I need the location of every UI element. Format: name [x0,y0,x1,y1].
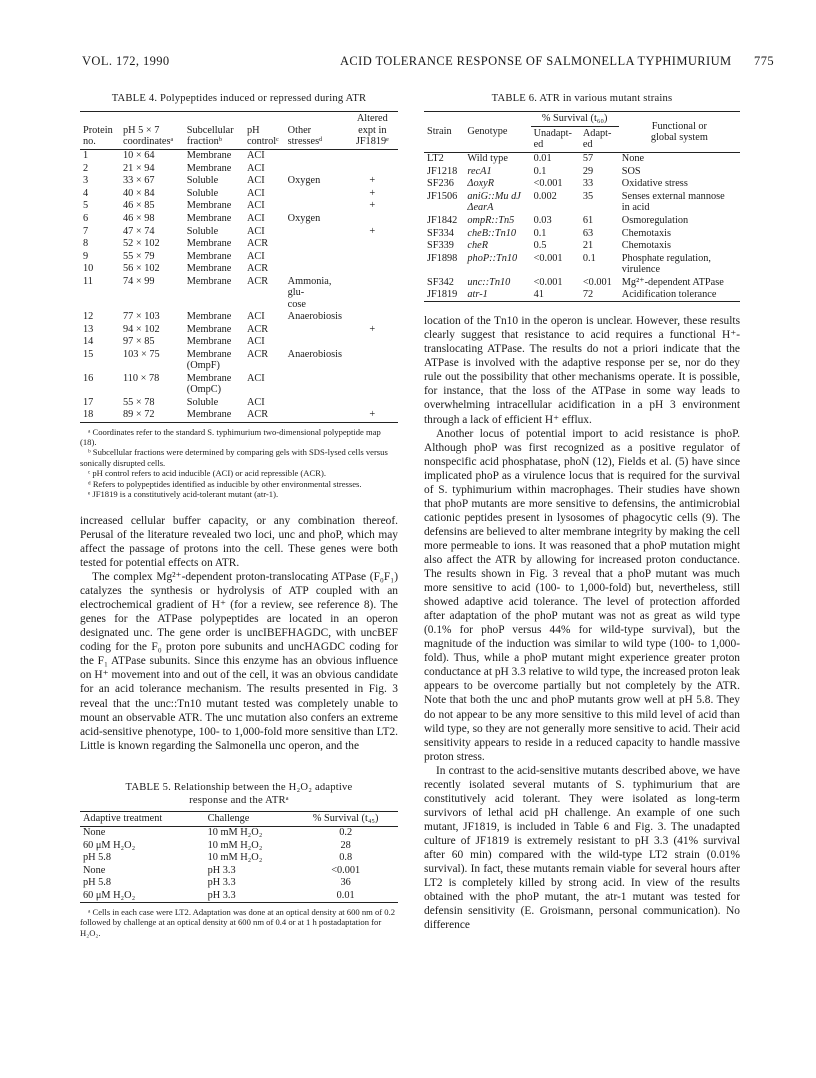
t4-cell: 10 × 64 [123,150,155,162]
t4-cell: ACI [246,250,265,262]
t4-cell [347,238,398,251]
t5-cell: 60 μM H₂O₂ [83,889,136,901]
t4-cell [285,187,347,200]
table-row [80,877,398,890]
t6-cell: 57 [582,153,594,165]
t6-cell: JF1506 [427,190,458,202]
table-row [80,311,398,324]
t4-cell: Oxygen [287,212,321,224]
left-body-text [80,514,398,753]
t4-cell: ACR [246,238,269,250]
t6-cell: JF1842 [427,214,458,226]
t4-cell [285,225,347,238]
t4-cell [285,409,347,422]
t4-cell: 89 × 72 [123,409,155,421]
t4-cell: Soluble [186,187,219,199]
t4-cell [347,348,398,372]
t4-cell [285,396,347,409]
t6-cell: 21 [582,240,594,252]
t4-cell: Membrane [186,263,232,275]
t4-cell: 18 [83,409,94,421]
t4-cell [347,149,398,162]
t4-cell: 7 [83,225,89,237]
t4-cell [285,238,347,251]
t4-header-3: pH controlᶜ [246,124,279,148]
t6-cell: ΔoxyR [467,178,495,190]
table4-caption: TABLE 4. Polypeptides induced or repressed during ATR [111,93,367,104]
table6 [424,111,740,302]
t4-cell [347,275,398,311]
t4-cell: 17 [83,396,94,408]
t6-head-strain: Strain [427,126,452,138]
t4-cell [347,250,398,263]
t4-header-1: pH 5 × 7 coordinatesᵃ [123,124,174,148]
t6-cell: LT2 [427,153,444,165]
table-row [80,212,398,225]
t4-cell: 94 × 102 [123,323,160,335]
t4-cell: ACI [246,200,265,212]
t4-cell: 11 [83,275,93,287]
t6-cell: unc::Tn10 [467,276,511,288]
t6-cell: SF236 [427,178,454,190]
t4-cell: 103 × 75 [123,348,160,360]
t4-cell [285,149,347,162]
table5-footnote [80,907,398,938]
journal-volume: VOL. 172, 1990 [82,54,170,68]
t4-cell: 77 × 103 [123,311,160,323]
table-row [80,250,398,263]
t4-cell: ACR [246,323,269,335]
t4-cell: 46 × 85 [123,200,155,212]
t6-cell: cheR [467,240,488,252]
t5-cell: 10 mM H₂O₂ [207,852,263,864]
t6-cell: <0.001 [582,276,612,288]
paragraph: In contrast to the acid-sensitive mutants described above, we have recently isolated several mutants of S. typhimurium that are constitutively acid tolerant. They were isolated as long-term survivors of lethal acid pH challenge. An example of one such mutant, JF1819, is included in Table 6 and Fig. 3. The unadapted culture of JF1819 is extremely resistant to pH 3.3 (41% survival after 60 min) compared with the wild-type LT2 strain (0.01% survival). In fact, these mutants remain viable for several hours after LT2 is completely killed by strong acid. In view of the results obtained with the phoP mutant, the atr-1 mutant was tested for defensin sensitivity (E. Groismann, personal communication). No difference [424,764,740,932]
t6-cell: Senses external mannose in acid [621,190,725,214]
table-row [80,225,398,238]
t6-cell: 0.002 [533,190,557,202]
table-row [80,826,398,839]
t4-cell: 13 [83,323,94,335]
table-row [80,336,398,349]
t4-cell [347,336,398,349]
t4-cell: Membrane [186,212,232,224]
t5-cell: pH 3.3 [207,864,236,876]
t4-cell: 12 [83,311,94,323]
t6-cell: 61 [582,214,594,226]
table-row [424,240,740,253]
t5-cell: 60 μM H₂O₂ [83,839,136,851]
t5-cell: <0.001 [331,864,361,876]
t4-cell: Membrane [186,150,232,162]
t4-cell: Membrane [186,311,232,323]
table4 [80,111,398,422]
t4-cell [285,162,347,175]
table-row [80,852,398,865]
table4-footnotes [80,427,398,500]
t6-cell: 63 [582,227,594,239]
table-row [424,252,740,276]
t4-cell: 21 × 94 [123,162,155,174]
t4-cell: 3 [83,175,89,187]
t4-cell: Membrane [186,238,232,250]
t6-cell: aniG::Mu dJ ΔearA [467,190,521,214]
t6-cell: Osmoregulation [621,214,689,226]
t4-cell: 1 [83,150,89,162]
t6-cell: JF1898 [427,252,458,264]
t4-cell: Soluble [186,175,219,187]
t6-cell: JF1218 [427,165,458,177]
table-row [80,323,398,336]
t6-head-genotype: Genotype [467,126,508,138]
t4-cell: Membrane [186,200,232,212]
t4-cell [347,212,398,225]
t4-cell: ACR [246,263,269,275]
table5-block [80,781,398,939]
t4-cell: 46 × 98 [123,212,155,224]
t4-cell [347,263,398,276]
t4-cell: Membrane [186,336,232,348]
right-column [424,92,740,932]
t6-cell: SOS [621,165,641,177]
t4-cell: 110 × 78 [123,372,160,384]
t6-head-function: Functional or global system [650,120,708,144]
t6-cell: Phosphate regulation, virulence [621,252,711,276]
t5-header-0: Adaptive treatment [83,813,163,825]
running-header [82,54,774,74]
table5-caption-line2: response and the ATRᵃ [189,794,289,806]
t4-cell: 5 [83,200,89,212]
t5-cell: None [83,864,106,876]
t4-cell: ACI [246,162,265,174]
t4-header-2: Subcellular fractionᵇ [186,124,234,148]
t4-cell: Soluble [186,225,219,237]
table-row [424,289,740,302]
page-number: 775 [754,54,774,68]
t4-cell: 16 [83,372,94,384]
t4-cell [285,323,347,336]
paragraph: The complex Mg²⁺-dependent proton-translocating ATPase (F₀F₁) catalyzes the synthesis or hydrolysis of ATP coupled with an electrochemical gradient of H⁺ (for a review, see reference 8). The genes for the ATPase polypeptides are located in an operon designated unc. The gene order is uncIBEFHAGDC, with uncBEF coding for the F₀ proton pore subunits and uncHAGDC coding for the F₁ ATPase subunits. Since this enzyme has an obvious influence on H⁺ movement into and out of the cell, it was an obvious candidate for an acid tolerance mechanism. The results presented in Fig. 3 reveal that the unc::Tn10 mutant tested was completely unable to mount an observable ATR. The unc mutation also confers an extreme acid-sensitive phenotype, 100- to 1,000-fold more sensitive than LT2. Little is known regarding the Salmonella unc operon, and the [80,571,398,752]
t6-cell: <0.001 [533,252,563,264]
t4-cell: ACR [246,409,269,421]
t4-cell: 10 [83,263,94,275]
t6-cell: Mg²⁺-dependent ATPase [621,276,724,288]
t4-cell: ACR [246,275,269,287]
t4-cell [285,200,347,213]
t4-cell: 14 [83,336,94,348]
table-row [424,227,740,240]
table-row [424,276,740,289]
t6-cell: Chemotaxis [621,240,671,252]
t4-cell: 56 × 102 [123,263,160,275]
t4-cell [285,250,347,263]
t4-cell: Soluble [186,396,219,408]
t4-cell: 55 × 79 [123,250,155,262]
t6-cell: Chemotaxis [621,227,671,239]
t6-cell: <0.001 [533,178,563,190]
table-row [424,190,740,214]
t6-cell: recA1 [467,165,492,177]
t6-cell: Acidification tolerance [621,289,717,301]
table5-footnote-text: ᵃ Cells in each case were LT2. Adaptation was done at an optical density at 600 nm of 0.2 followed by challenge at an optical density at 600 nm of 0.4 or at 1 h postadaptation for H₂O₂. [80,906,396,938]
t6-cell: SF334 [427,227,454,239]
t4-cell: + [369,323,376,335]
t6-cell: 0.1 [582,252,596,264]
t4-cell: ACI [246,396,265,408]
t4-header-0: Protein no. [83,124,113,148]
t6-cell: 29 [582,165,594,177]
t4-footnote: ᶜ pH control refers to acid inducible (ACI) or acid repressible (ACR). [88,468,326,479]
t4-cell [347,396,398,409]
table-row [80,372,398,396]
t4-cell [285,263,347,276]
t4-cell: ACI [246,187,265,199]
t6-cell: ompR::Tn5 [467,214,515,226]
table-row [80,149,398,162]
table-row [424,178,740,191]
t4-cell: Membrane [186,323,232,335]
t4-cell: 47 × 74 [123,225,155,237]
t4-cell: ACI [246,175,265,187]
t6-cell: 72 [582,289,594,301]
t4-cell: 33 × 67 [123,175,155,187]
t4-cell: 9 [83,250,89,262]
table-row [80,162,398,175]
t4-cell: Anaerobiosis [287,311,342,323]
t4-cell: Membrane (OmpF) [186,348,232,372]
table5-caption [80,781,398,807]
table-row [80,238,398,251]
t4-cell [285,372,347,396]
t4-cell [347,311,398,324]
t4-cell: ACR [246,348,269,360]
t5-cell: pH 5.8 [83,852,112,864]
t6-cell: phoP::Tn10 [467,252,518,264]
t6-head-survival: % Survival (t₆₀) [531,112,619,127]
right-body-text [424,314,740,932]
t4-cell: 52 × 102 [123,238,160,250]
paragraph: Another locus of potential import to acid resistance is phoP. Although phoP was first recognized as a positive regulator of nonspecific acid phosphatase, phoN (12), Fields et al. (5) have since implicated phoP as a virulence locus that is required for the survival of S. typhimurium within macrophages. Their studies have shown that phoP mutants are more sensitive to defensins, the antimicrobial cationic peptides present in lysosomes of phagocytic cells (9). The defensins are believed to alter membrane integrity by making the cell more permeable to ions. It was reasoned that a phoP mutation might also affect the ATR by allowing for increased proton conductance. The results shown in Fig. 3 reveal that a phoP mutant was much more sensitive to acid (100- to 1,000-fold) but, nevertheless, still showed adaptive acid tolerance. The level of protection afforded after adaptation of the phoP mutant was not as great as wild type (0.1% for phoP versus 44% for wild-type survival), but the magnitude of the induction was similar to wild type (100- to 1,000-fold). Thus, while a phoP mutant might experience greater proton conductance at pH 3.3 relative to wild type, the increased proton leak appears to be overcome partially but not completely by the ATR. Note that both the unc and phoP mutants grow well at pH 5.8. They do not appear to be any more sensitive to this mild level of acid than wild type, so they are not generally more sensitive to acid. Their acid sensitivity appears to reside in a reduced capacity to handle massive proton stress. [424,427,740,763]
t4-cell: 6 [83,212,89,224]
t4-footnote: ᵇ Subcellular fractions were determined by comparing gels with SDS-lysed cells versus sonically disrupted cells. [80,447,388,468]
t4-cell [347,372,398,396]
t4-footnote: ᵃ Coordinates refer to the standard S. typhimurium two-dimensional polypeptide map (18). [80,426,381,447]
t6-cell: atr-1 [467,289,488,301]
table-row [80,175,398,188]
t6-cell: 33 [582,178,594,190]
table-row [80,889,398,902]
table-row [80,200,398,213]
t6-cell: 0.5 [533,240,547,252]
table-row [424,214,740,227]
table6-caption: TABLE 6. ATR in various mutant strains [491,93,673,104]
t6-cell: cheB::Tn10 [467,227,517,239]
t4-cell: 15 [83,348,94,360]
table-row [80,187,398,200]
t4-cell: 4 [83,187,89,199]
t4-cell: Oxygen [287,175,321,187]
t5-cell: 10 mM H₂O₂ [207,839,263,851]
t6-cell: 35 [582,190,594,202]
t5-cell: pH 3.3 [207,877,236,889]
t5-cell: 0.01 [336,889,355,901]
t5-cell: 36 [340,877,351,889]
t4-header-5: Altered expt in JF1819ᵉ [355,113,389,148]
t6-cell: 0.01 [533,153,552,165]
t4-cell: Anaerobiosis [287,348,342,360]
t6-head-adapted: Adapt- ed [582,127,612,151]
t6-head-unadapted: Unadapt- ed [533,127,572,151]
table5-caption-line1: TABLE 5. Relationship between the H₂O₂ adaptive [125,781,353,793]
t4-cell: + [369,409,376,421]
t4-cell: Membrane [186,275,232,287]
t6-cell: 0.03 [533,214,552,226]
t4-cell: ACI [246,311,265,323]
table-row [80,348,398,372]
t6-cell: None [621,153,645,165]
t4-cell [347,162,398,175]
t4-cell: Membrane [186,250,232,262]
running-title: ACID TOLERANCE RESPONSE OF SALMONELLA TYPHIMURIUM [340,54,732,68]
t4-cell: + [369,187,376,199]
t5-cell: 0.8 [339,852,353,864]
t4-footnote: ᵉ JF1819 is a constitutively acid-tolerant mutant (atr-1). [88,489,279,500]
t4-cell: Membrane [186,162,232,174]
t6-cell: JF1819 [427,289,458,301]
t4-cell: ACI [246,150,265,162]
t4-cell: ACI [246,225,265,237]
t5-cell: 10 mM H₂O₂ [207,827,263,839]
t4-cell: 40 × 84 [123,187,155,199]
t4-cell: 55 × 78 [123,396,155,408]
t6-cell: 0.1 [533,165,547,177]
t4-cell: + [369,200,376,212]
paragraph: location of the Tn10 in the operon is unclear. However, these results clearly suggest that resistance to acid requires a functional H⁺-translocating ATPase. The results do not a priori indicate that the ATPase is involved with the adaptive response per se, nor do they rule out the possibility that other mechanisms operate. It is possible, for instance, that the loss of the ATPase in some way leads to overwhelming intracellular acidification in a pH 3 environment through a lack of efficient H⁺ efflux. [424,315,740,426]
t6-cell: Oxidative stress [621,178,688,190]
t4-cell: Ammonia, glu- cose [287,275,332,310]
table-row [80,263,398,276]
t6-cell: <0.001 [533,276,563,288]
t4-cell: 97 × 85 [123,336,155,348]
t4-cell: Membrane (OmpC) [186,372,232,396]
t6-cell: Wild type [467,153,508,165]
t4-cell: + [369,175,376,187]
t5-header-1: Challenge [207,813,250,825]
t4-cell [285,336,347,349]
table-row [424,152,740,165]
t4-header-4: Other stressesᵈ [287,124,323,148]
t4-cell: ACI [246,372,265,384]
t4-cell: 2 [83,162,89,174]
table-row [424,165,740,178]
t6-cell: SF342 [427,276,454,288]
t6-cell: 0.1 [533,227,547,239]
t4-cell: + [369,225,376,237]
t4-cell: 8 [83,238,89,250]
t5-cell: None [83,827,106,839]
paragraph: increased cellular buffer capacity, or any combination thereof. Perusal of the literature revealed two loci, unc and phoP, which may affect the passage of protons into the cell. These genes were both tested for potential effects on ATR. [80,514,398,570]
t5-cell: pH 5.8 [83,877,112,889]
t4-cell: ACI [246,336,265,348]
table-row [80,409,398,422]
t4-cell: Membrane [186,409,232,421]
table-row [80,396,398,409]
t6-cell: SF339 [427,240,454,252]
t5-cell: 28 [340,839,351,851]
t5-cell: pH 3.3 [207,889,236,901]
t5-header-2: % Survival (t₄₅) [312,813,379,825]
table-row [80,839,398,852]
left-column [80,92,398,938]
table5 [80,811,398,903]
t4-cell: ACI [246,212,265,224]
table-row [80,864,398,877]
t4-footnote: ᵈ Refers to polypeptides identified as inducible by other environmental stresses. [88,478,362,489]
t4-cell: 74 × 99 [123,275,155,287]
t5-cell: 0.2 [339,827,353,839]
table-row [80,275,398,311]
t6-cell: 41 [533,289,544,301]
